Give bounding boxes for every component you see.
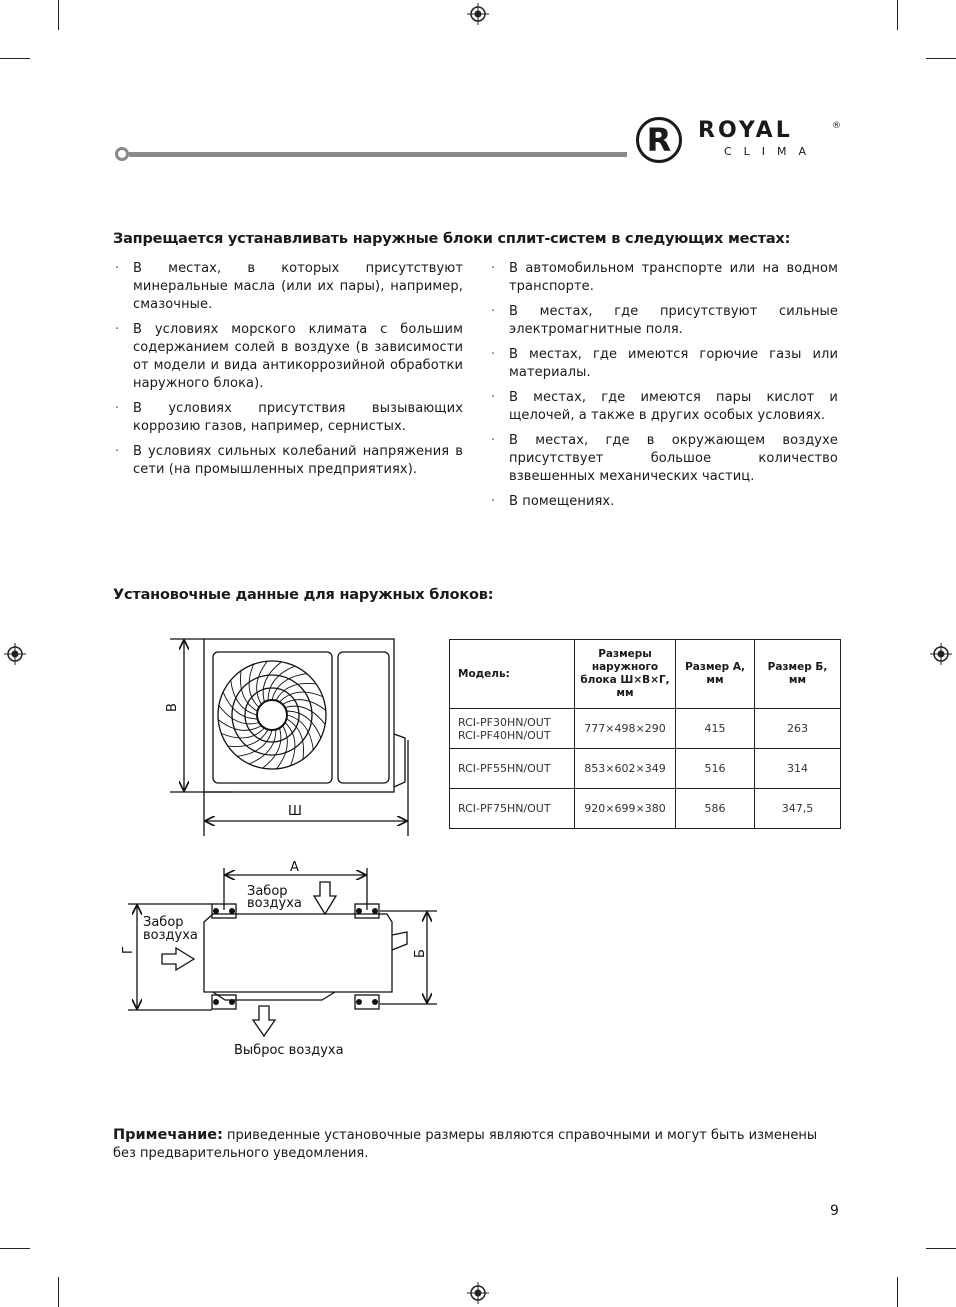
label-intake-top: Забор xyxy=(247,884,288,899)
size-cell: 853×602×349 xyxy=(575,749,676,789)
col-header: Модель: xyxy=(450,640,575,709)
grille-spoke xyxy=(249,664,259,707)
grille-spoke xyxy=(218,720,261,731)
logo-reg: ® xyxy=(832,121,841,131)
table-row xyxy=(450,749,841,789)
label-exhaust: Выброс воздуха xyxy=(234,1043,344,1058)
list-item: · В условиях сильных колебаний напряжения в сети (на промышленных предприятиях). xyxy=(113,443,463,479)
list-item: · В условиях присутствия вызывающих коррозию газов, например, сернистых. xyxy=(113,400,463,436)
grille-spoke xyxy=(286,719,303,759)
b-cell: 263 xyxy=(755,709,841,749)
list-item: · В помещениях. xyxy=(489,493,838,511)
a-cell: 516 xyxy=(676,749,755,789)
list-item: · В местах, где присутствуют сильные электромагнитные поля. xyxy=(489,303,838,339)
logo-brand: ROYAL xyxy=(698,118,793,143)
b-cell: 347,5 xyxy=(755,789,841,829)
col-header: Размер Б, мм xyxy=(755,640,841,709)
grille-spoke xyxy=(276,683,316,700)
list-item: · В местах, где имеются горючие газы или материалы. xyxy=(489,346,838,382)
list-item: · В местах, где в окружающем воздухе присутствует большое количество взвешенных механических частиц. xyxy=(489,432,838,486)
grille-spoke xyxy=(285,723,295,766)
side-panel xyxy=(338,652,389,783)
grille-spoke xyxy=(221,728,264,738)
table-header-row xyxy=(450,640,841,709)
label-intake-left: Забор xyxy=(143,915,184,930)
page-number: 9 xyxy=(830,1203,839,1219)
list-item: · В местах, в которых присутствуют минеральные масла (или их пары), например, смазочные. xyxy=(113,260,463,314)
unit-top-body xyxy=(204,914,392,992)
logo-mark: R xyxy=(636,117,682,163)
list-item: · В условиях морского климата с большим содержанием солей в воздухе (в зависимости от модели и вида антикоррозийной обработки наружного блока). xyxy=(113,321,463,393)
grille-spoke xyxy=(257,661,268,704)
label-intake-top: воздуха xyxy=(247,896,302,911)
note-label: Примечание: xyxy=(113,1127,223,1143)
grille-spoke xyxy=(240,671,257,711)
logo-sub: CLIMA xyxy=(724,145,819,158)
arrow-down-icon xyxy=(314,882,336,914)
list-item: · В местах, где имеются пары кислот и щелочей, а также в других особых условиях. xyxy=(489,389,838,425)
arrow-right-icon xyxy=(162,948,194,970)
a-cell: 586 xyxy=(676,789,755,829)
size-cell: 920×699×380 xyxy=(575,789,676,829)
arrow-down-icon xyxy=(253,1006,275,1036)
model-cell: RCI-PF30HN/OUT RCI-PF40HN/OUT xyxy=(450,709,575,749)
note-text: приведенные установочные размеры являются справочными и могут быть изменены без предварительного уведомления. xyxy=(113,1128,818,1161)
label-intake-left: воздуха xyxy=(143,928,198,943)
list-item: · В автомобильном транспорте или на водном транспорте. xyxy=(489,260,838,296)
label-b: Б xyxy=(413,949,428,958)
grille-spoke xyxy=(228,729,268,746)
size-cell: 777×498×290 xyxy=(575,709,676,749)
table-row xyxy=(450,789,841,829)
note xyxy=(113,1126,840,1163)
install-data-table xyxy=(449,639,841,829)
a-cell: 415 xyxy=(676,709,755,749)
grille-spoke xyxy=(280,692,323,702)
label-height: В xyxy=(165,703,180,712)
grille-spoke xyxy=(283,700,326,711)
model-cell: RCI-PF75HN/OUT xyxy=(450,789,575,829)
label-depth: Г xyxy=(121,946,136,954)
label-a: А xyxy=(290,860,299,875)
b-cell: 314 xyxy=(755,749,841,789)
col-header: Размеры наружного блока Ш×В×Г, мм xyxy=(575,640,676,709)
label-width: Ш xyxy=(288,804,302,819)
grille-spoke xyxy=(277,726,288,769)
table-row xyxy=(450,709,841,749)
section-title-restrictions: Запрещается устанавливать наружные блоки сплит-систем в следующих местах: xyxy=(113,231,791,247)
section-title-install-data: Установочные данные для наружных блоков: xyxy=(113,587,494,603)
fan-grille xyxy=(218,661,326,769)
col-header: Размер А, мм xyxy=(676,640,755,709)
model-cell: RCI-PF55HN/OUT xyxy=(450,749,575,789)
